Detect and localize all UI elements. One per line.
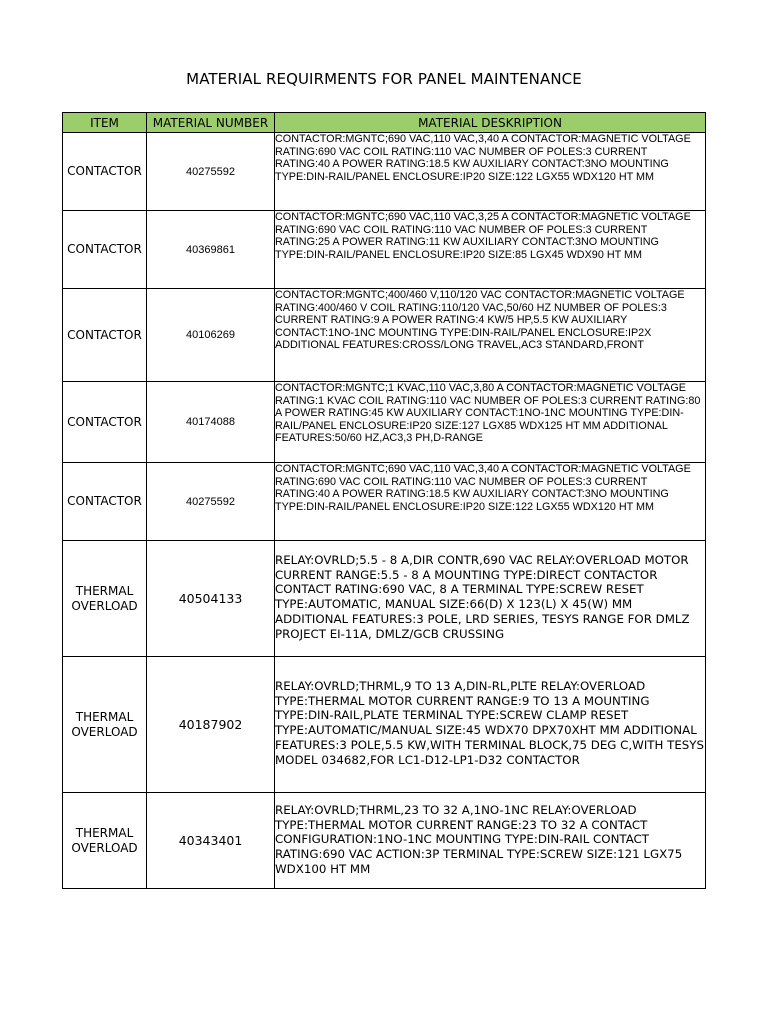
item-cell: CONTACTOR [63, 133, 147, 211]
table-row [63, 133, 706, 211]
material-description-text: RELAY:OVRLD;5.5 - 8 A,DIR CONTR,690 VAC RELAY:OVERLOAD MOTOR CURRENT RANGE:5.5 - 8 A MOUNTING TYPE:DIRECT CONTACTOR CONTACT RATING:690 VAC, 8 A TERMINAL TYPE:SCREW RESET TYPE:AUTOMATIC, MANUAL SIZE:66(D) X 123(L) X 45(W) MM ADDITIONAL FEATURES:3 POLE, LRD SERIES, TESYS RANGE FOR DMLZ PROJECT EI-11A, DMLZ/GCB CRUSSING [275, 553, 690, 641]
table-row [63, 289, 706, 382]
material-description-text: CONTACTOR:MGNTC;400/460 V,110/120 VAC CONTACTOR:MAGNETIC VOLTAGE RATING:400/460 V COIL RATING:110/120 VAC,50/60 HZ NUMBER OF POLES:3 CURRENT RATING:9 A POWER RATING:4 KW/5 HP,5.5 KW AUXILIARY CONTACT:1NO-1NC MOUNTING TYPE:DIN-RAIL/PANEL ENCLOSURE:IP2X ADDITIONAL FEATURES:CROSS/LONG TRAVEL,AC3 STANDARD,FRONT [275, 289, 685, 352]
table-row [63, 463, 706, 541]
material-number-cell: 40174088 [147, 382, 275, 463]
material-description-text: CONTACTOR:MGNTC;690 VAC,110 VAC,3,40 A CONTACTOR:MAGNETIC VOLTAGE RATING:690 VAC COIL RATING:110 VAC NUMBER OF POLES:3 CURRENT RATING:40 A POWER RATING:18.5 KW AUXILIARY CONTACT:3NO MOUNTING TYPE:DIN-RAIL/PANEL ENCLOSURE:IP20 SIZE:122 LGX55 WDX120 HT MM [275, 133, 691, 183]
item-cell: CONTACTOR [63, 289, 147, 382]
table-row [63, 211, 706, 289]
item-cell: CONTACTOR [63, 211, 147, 289]
material-number-cell: 40106269 [147, 289, 275, 382]
material-description-text: CONTACTOR:MGNTC;690 VAC,110 VAC,3,25 A CONTACTOR:MAGNETIC VOLTAGE RATING:690 VAC COIL RATING:110 VAC NUMBER OF POLES:3 CURRENT RATING:25 A POWER RATING:11 KW AUXILIARY CONTACT:3NO MOUNTING TYPE:DIN-RAIL/PANEL ENCLOSURE:IP20 SIZE:85 LGX45 WDX90 HT MM [275, 211, 691, 261]
item-cell: THERMAL OVERLOAD [63, 541, 147, 657]
material-description-cell [275, 657, 706, 793]
material-number-cell: 40275592 [147, 133, 275, 211]
material-description-cell [275, 133, 706, 211]
item-cell: THERMAL OVERLOAD [63, 793, 147, 889]
table-row [63, 382, 706, 463]
material-description-text: CONTACTOR:MGNTC;690 VAC,110 VAC,3,40 A CONTACTOR:MAGNETIC VOLTAGE RATING:690 VAC COIL RATING:110 VAC NUMBER OF POLES:3 CURRENT RATING:40 A POWER RATING:18.5 KW AUXILIARY CONTACT:3NO MOUNTING TYPE:DIN-RAIL/PANEL ENCLOSURE:IP20 SIZE:122 LGX55 WDX120 HT MM [275, 463, 691, 513]
item-cell: CONTACTOR [63, 463, 147, 541]
material-description-cell [275, 289, 706, 382]
material-description-cell [275, 382, 706, 463]
material-number-cell: 40275592 [147, 463, 275, 541]
material-description-cell [275, 541, 706, 657]
header-material-description: MATERIAL DESKRIPTION [275, 113, 706, 133]
header-item: ITEM [63, 113, 147, 133]
material-description-text: RELAY:OVRLD;THRML,9 TO 13 A,DIN-RL,PLTE RELAY:OVERLOAD TYPE:THERMAL MOTOR CURRENT RANGE:9 TO 13 A MOUNTING TYPE:DIN-RAIL,PLATE TERMINAL TYPE:SCREW CLAMP RESET TYPE:AUTOMATIC/MANUAL SIZE:45 WDX70 DPX70XHT MM ADDITIONAL FEATURES:3 POLE,5.5 KW,WITH TERMINAL BLOCK,75 DEG C,WITH TESYS MODEL 034682,FOR LC1-D12-LP1-D32 CONTACTOR [275, 679, 704, 767]
material-description-cell [275, 793, 706, 889]
table-row [63, 657, 706, 793]
material-description-text: CONTACTOR:MGNTC;1 KVAC,110 VAC,3,80 A CONTACTOR:MAGNETIC VOLTAGE RATING:1 KVAC COIL RATING:110 VAC NUMBER OF POLES:3 CURRENT RATING:80 A POWER RATING:45 KW AUXILIARY CONTACT:1NO-1NC MOUNTING TYPE:DIN-RAIL/PANEL ENCLOSURE:IP20 SIZE:127 LGX85 WDX125 HT MM ADDITIONAL FEATURES:50/60 HZ,AC3,3 PH,D-RANGE [275, 382, 701, 445]
material-number-cell: 40504133 [147, 541, 275, 657]
material-number-cell: 40187902 [147, 657, 275, 793]
material-number-cell: 40343401 [147, 793, 275, 889]
material-description-cell [275, 463, 706, 541]
material-description-cell [275, 211, 706, 289]
table-row [63, 793, 706, 889]
item-cell: CONTACTOR [63, 382, 147, 463]
materials-table [62, 112, 706, 889]
item-cell: THERMAL OVERLOAD [63, 657, 147, 793]
header-material-number: MATERIAL NUMBER [147, 113, 275, 133]
table-header-row [63, 113, 706, 133]
page-title: MATERIAL REQUIRMENTS FOR PANEL MAINTENANCE [186, 70, 582, 88]
table-row [63, 541, 706, 657]
material-description-text: RELAY:OVRLD;THRML,23 TO 32 A,1NO-1NC RELAY:OVERLOAD TYPE:THERMAL MOTOR CURRENT RANGE:23 TO 32 A CONTACT CONFIGURATION:1NO-1NC MOUNTING TYPE:DIN-RAIL CONTACT RATING:690 VAC ACTION:3P TERMINAL TYPE:SCREW SIZE:121 LGX75 WDX100 HT MM [275, 803, 683, 876]
material-number-cell: 40369861 [147, 211, 275, 289]
